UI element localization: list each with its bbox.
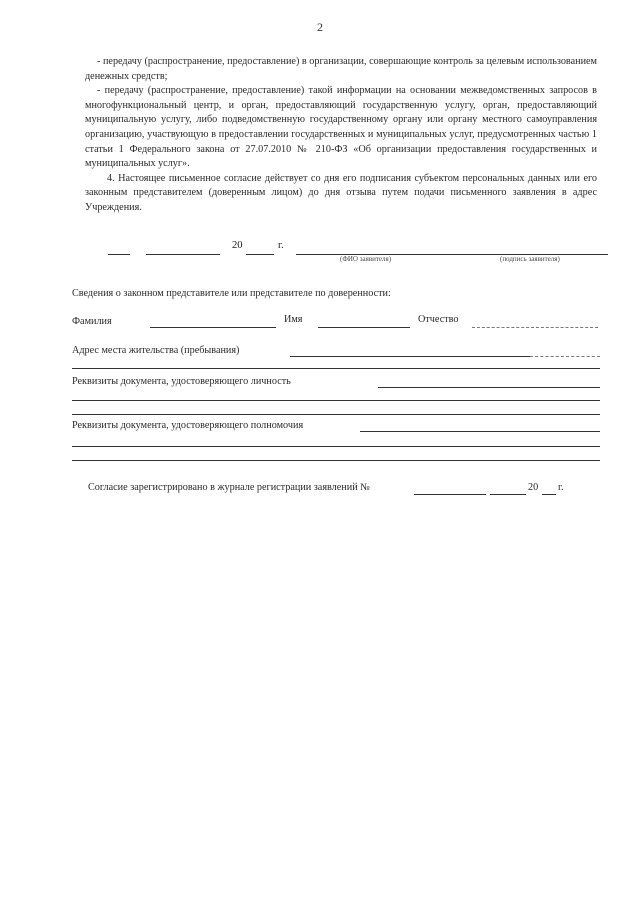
year-blank[interactable] bbox=[246, 242, 274, 255]
representative-heading: Сведения о законном представителе или представителе по доверенности: bbox=[72, 288, 391, 299]
representative-section bbox=[72, 288, 602, 478]
registration-row bbox=[72, 482, 602, 502]
paragraph-transfer-control: - передачу (распространение, предоставление) в организации, совершающие контроль за целевым использованием денежных средств; bbox=[85, 56, 597, 82]
registration-number-field[interactable] bbox=[414, 482, 486, 495]
page-number: 2 bbox=[317, 20, 323, 34]
registration-date-field[interactable] bbox=[490, 482, 526, 495]
paragraph-transfer-interagency: - передачу (распространение, предоставление) такой информации на основании межведомственных запросов в многофункциональный центр, и орган, предоставляющий государственную услугу, орган, предоставляющий муниципальную услугу, либо подведомственную государственному органу или органу местного самоуправления организацию, участвующую в предоставлении государственных и муниципальных услуг, предусмотренных частью 1 статьи 1 Федерального закона от 27.07.2010 № 210-ФЗ «Об организации предоставления государственных и муниципальных услуг». bbox=[85, 85, 597, 170]
paragraph-validity: 4. Настоящее письменное согласие действует со дня его подписания субъектом персональных данных или его законным представителем (доверенным лицом) до дня отзыва путем подачи письменного заявления в адрес Учреждения. bbox=[85, 172, 597, 213]
sign-caption: (подпись заявителя) bbox=[500, 255, 560, 263]
id-doc-field[interactable] bbox=[378, 375, 600, 388]
surname-field[interactable] bbox=[150, 315, 276, 328]
id-doc-label: Реквизиты документа, удостоверяющего личность bbox=[72, 376, 291, 387]
registration-year-suffix: г. bbox=[558, 482, 564, 493]
address-line-2[interactable] bbox=[72, 360, 600, 369]
surname-label: Фамилия bbox=[72, 316, 112, 327]
registration-text: Согласие зарегистрировано в журнале регистрации заявлений № bbox=[88, 482, 370, 493]
auth-doc-line-3[interactable] bbox=[72, 452, 600, 461]
registration-year-prefix: 20 bbox=[528, 482, 539, 493]
id-doc-line-2[interactable] bbox=[72, 392, 600, 401]
month-blank[interactable] bbox=[146, 242, 220, 255]
address-label: Адрес места жительства (пребывания) bbox=[72, 345, 240, 356]
address-field-tail[interactable] bbox=[530, 344, 600, 357]
auth-doc-field[interactable] bbox=[360, 419, 600, 432]
name-label: Имя bbox=[284, 314, 303, 325]
day-blank[interactable] bbox=[108, 242, 130, 255]
fio-caption: (ФИО заявителя) bbox=[340, 255, 392, 263]
applicant-signature-line[interactable] bbox=[296, 242, 608, 255]
consent-body bbox=[85, 55, 597, 216]
year-suffix: г. bbox=[278, 240, 284, 251]
auth-doc-line-2[interactable] bbox=[72, 438, 600, 447]
auth-doc-label: Реквизиты документа, удостоверяющего полномочия bbox=[72, 420, 304, 431]
signature-row bbox=[108, 242, 608, 264]
patronymic-label: Отчество bbox=[418, 314, 459, 325]
year-prefix: 20 bbox=[232, 240, 243, 251]
address-field[interactable] bbox=[290, 344, 530, 357]
registration-year-field[interactable] bbox=[542, 482, 556, 495]
name-field[interactable] bbox=[318, 315, 410, 328]
id-doc-line-3[interactable] bbox=[72, 406, 600, 415]
patronymic-field[interactable] bbox=[472, 315, 598, 328]
